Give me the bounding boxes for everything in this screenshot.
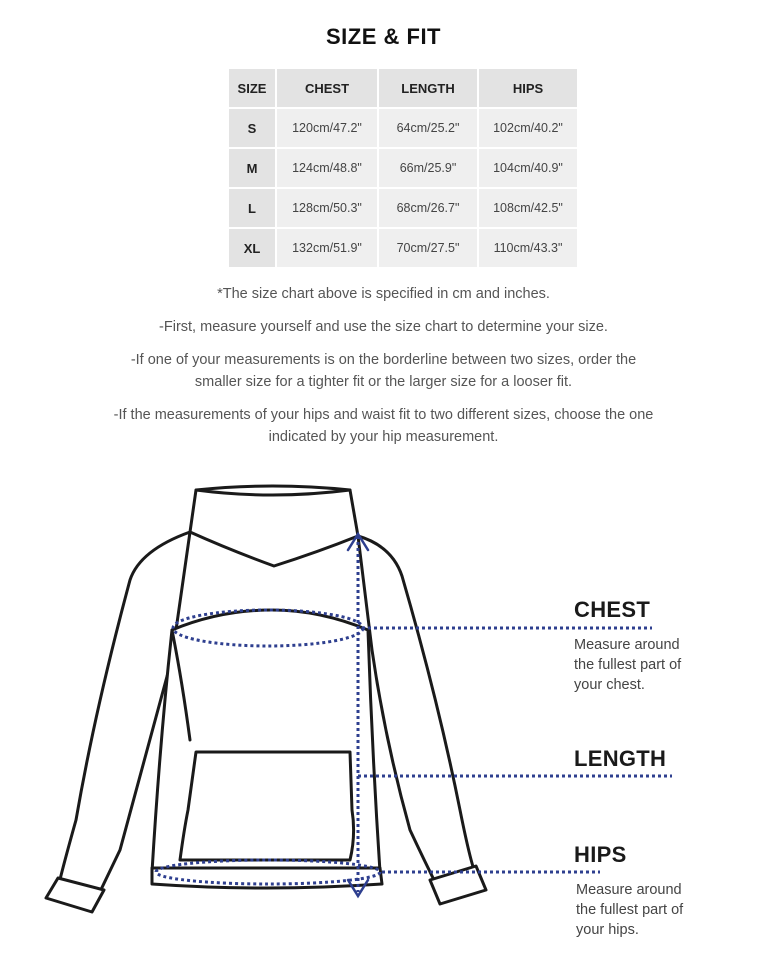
hips-cell: 110cm/43.3" — [479, 229, 577, 267]
chest-label: CHEST — [574, 597, 651, 622]
length-cell: 68cm/26.7" — [379, 189, 477, 227]
table-row — [229, 149, 577, 187]
chest-cell: 120cm/47.2" — [277, 109, 377, 147]
note-units: *The size chart above is specified in cm and inches. — [217, 286, 550, 302]
note-hips-waist: -If the measurements of your hips and waist fit to two different sizes, choose the one indicated by your hip measurement. — [113, 407, 654, 445]
hips-cell: 108cm/42.5" — [479, 189, 577, 227]
chest-cell: 128cm/50.3" — [277, 189, 377, 227]
length-cell: 70cm/27.5" — [379, 229, 477, 267]
header-hips: HIPS — [479, 69, 577, 107]
hips-label: HIPS — [574, 842, 627, 867]
length-cell: 64cm/25.2" — [379, 109, 477, 147]
header-size: SIZE — [229, 69, 275, 107]
chest-cell: 132cm/51.9" — [277, 229, 377, 267]
size-notes — [60, 283, 707, 459]
table-header-row — [229, 69, 577, 107]
size-cell: XL — [229, 229, 275, 267]
note-borderline: -If one of your measurements is on the borderline between two sizes, order the smaller size for a tighter fit or the larger size for a looser fit. — [130, 352, 637, 390]
note-measure: -First, measure yourself and use the size chart to determine your size. — [159, 319, 608, 335]
page-title: SIZE & FIT — [326, 24, 441, 49]
kangaroo-pocket — [180, 752, 354, 860]
hips-cell: 104cm/40.9" — [479, 149, 577, 187]
length-label: LENGTH — [574, 746, 667, 771]
chest-cell: 124cm/48.8" — [277, 149, 377, 187]
size-table — [227, 67, 579, 269]
header-chest: CHEST — [277, 69, 377, 107]
size-cell: L — [229, 189, 275, 227]
hips-description: Measure around the fullest part of your hips. — [576, 882, 684, 938]
chest-description: Measure around the fullest part of your chest. — [574, 637, 682, 693]
table-row — [229, 109, 577, 147]
size-cell: S — [229, 109, 275, 147]
hood-outline — [190, 486, 358, 566]
size-cell: M — [229, 149, 275, 187]
hips-cell: 102cm/40.2" — [479, 109, 577, 147]
table-row — [229, 189, 577, 227]
table-row — [229, 229, 577, 267]
length-cell: 66m/25.9" — [379, 149, 477, 187]
header-length: LENGTH — [379, 69, 477, 107]
